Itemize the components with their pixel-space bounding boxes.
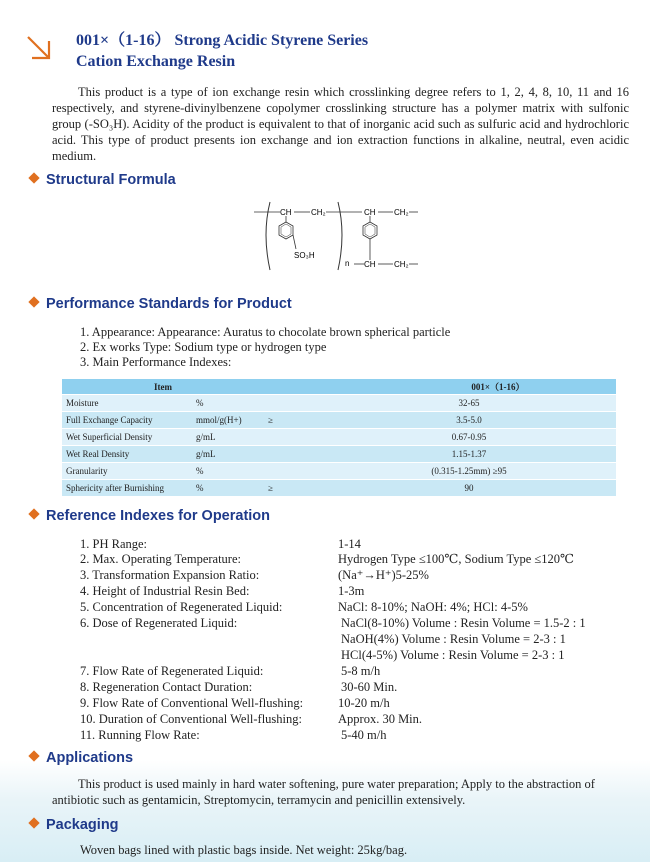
table-cell: ≥	[264, 480, 322, 497]
table-cell: Wet Superficial Density	[62, 429, 192, 446]
table-cell: Wet Real Density	[62, 446, 192, 463]
formula-ch2-3: CH₂	[394, 260, 409, 269]
section-performance	[30, 296, 292, 312]
section-heading: Applications	[46, 750, 134, 766]
section-packaging	[30, 817, 119, 833]
table-cell: %	[192, 395, 264, 412]
formula-so3h: SO₃H	[294, 251, 315, 260]
operation-label: 9. Flow Rate of Conventional Well-flushing:	[80, 696, 304, 710]
table-cell: mmol/g(H+)	[192, 412, 264, 429]
table-cell: 3.5-5.0	[322, 412, 616, 429]
applications-text: This product is used mainly in hard water softening, pure water preparation; Apply to the abstraction of antibiotic such as gentamicin, Streptomycin, terramycin and penicillin extensively.	[52, 777, 595, 807]
table-cell: ≥	[264, 412, 322, 429]
title-line-2: Cation Exchange Resin	[76, 53, 236, 70]
diamond-bullet-icon	[28, 297, 39, 308]
operation-value: NaOH(4%) Volume : Resin Volume = 2-3 : 1	[341, 632, 566, 646]
table-row	[62, 463, 616, 480]
table-cell: %	[192, 463, 264, 480]
operation-value: 1-3m	[338, 584, 365, 598]
formula-ch-1: CH	[280, 208, 292, 217]
table-cell: 90	[322, 480, 616, 497]
operation-label: 11. Running Flow Rate:	[80, 728, 200, 742]
diamond-bullet-icon	[28, 173, 39, 184]
table-row	[62, 412, 616, 429]
formula-ch-3: CH	[364, 260, 376, 269]
list-item: 3. Main Performance Indexes:	[80, 355, 232, 369]
operation-value: 30-60 Min.	[341, 680, 398, 694]
intro-paragraph: This product is a type of ion exchange resin which crosslinking degree refers to 1, 2, 4, 8, 10, 11 and 16 respectively, and styrene-divinylbenzene copolymer crosslinking structure has a polymer matrix with sulfonic group (-SO₃H). Acidity of the product is equivalent to that of inorganic acid such as sulfuric acid and hydrochloric acid. This type of product presents ion exchange and ion extraction functions in alkaline, neutral, even acidic medium.	[52, 85, 629, 163]
operation-value: 10-20 m/h	[338, 696, 390, 710]
diamond-bullet-icon	[28, 751, 39, 762]
section-heading: Structural Formula	[46, 172, 176, 188]
table-row	[62, 446, 616, 463]
operation-label: 5. Concentration of Regenerated Liquid:	[80, 600, 283, 614]
operation-value: 1-14	[338, 537, 361, 551]
table-cell: Full Exchange Capacity	[62, 412, 192, 429]
operation-label: 3. Transformation Expansion Ratio:	[80, 568, 260, 582]
table-cell: Granularity	[62, 463, 192, 480]
operation-label: 4. Height of Industrial Resin Bed:	[80, 584, 250, 598]
table-cell: (0.315-1.25mm) ≥95	[322, 463, 616, 480]
formula-n: n	[345, 259, 350, 268]
operation-value: (Na⁺→H⁺)5-25%	[338, 568, 429, 582]
section-heading: Reference Indexes for Operation	[46, 508, 271, 524]
list-item: 2. Ex works Type: Sodium type or hydrogen type	[80, 340, 327, 354]
operation-label: 8. Regeneration Contact Duration:	[80, 680, 253, 694]
table-cell: g/mL	[192, 446, 264, 463]
operation-label: 6. Dose of Regenerated Liquid:	[80, 616, 238, 630]
packaging-text: Woven bags lined with plastic bags inside. Net weight: 25kg/bag.	[80, 843, 408, 857]
operation-value: 5-8 m/h	[341, 664, 381, 678]
operation-value: Hydrogen Type ≤100℃, Sodium Type ≤120℃	[338, 552, 574, 566]
formula-ch2-1: CH₂	[311, 208, 326, 217]
operation-value: 5-40 m/h	[341, 728, 387, 742]
table-cell: %	[192, 480, 264, 497]
table-cell	[264, 395, 322, 412]
operation-value: NaCl(8-10%) Volume : Resin Volume = 1.5-2 : 1	[341, 616, 586, 630]
formula-ch2-2: CH₂	[394, 208, 409, 217]
table-row	[62, 429, 616, 446]
section-operation	[30, 508, 270, 524]
title-line-1: 001×（1-16） Strong Acidic Styrene Series	[76, 32, 369, 49]
table-cell	[264, 446, 322, 463]
table-cell: Sphericity after Burnishing	[62, 480, 192, 497]
table-header-row	[62, 379, 616, 395]
operation-label: 10. Duration of Conventional Well-flushing:	[80, 712, 302, 726]
list-item: 1. Appearance: Appearance: Auratus to chocolate brown spherical particle	[80, 325, 451, 339]
performance-list	[80, 325, 450, 370]
operation-value: HCl(4-5%) Volume : Resin Volume = 2-3 : 1	[341, 648, 565, 662]
table-header-product: 001×（1-16）	[264, 379, 616, 395]
performance-table	[62, 379, 616, 497]
diamond-bullet-icon	[28, 509, 39, 520]
table-cell: 0.67-0.95	[322, 429, 616, 446]
table-header-item: Item	[62, 379, 264, 395]
table-cell	[264, 429, 322, 446]
table-cell: 32-65	[322, 395, 616, 412]
section-heading: Performance Standards for Product	[46, 296, 292, 312]
table-cell: g/mL	[192, 429, 264, 446]
section-heading: Packaging	[46, 817, 119, 833]
arrow-down-right-icon	[24, 33, 54, 63]
table-row	[62, 395, 616, 412]
page-title	[76, 30, 368, 72]
diamond-bullet-icon	[28, 818, 39, 829]
operation-value: Approx. 30 Min.	[338, 712, 423, 726]
formula-ch-2: CH	[364, 208, 376, 217]
operation-label: 1. PH Range:	[80, 537, 148, 551]
section-structural-formula	[30, 172, 176, 188]
operation-label: 2. Max. Operating Temperature:	[80, 552, 241, 566]
operation-label: 7. Flow Rate of Regenerated Liquid:	[80, 664, 264, 678]
table-cell	[264, 463, 322, 480]
table-cell: 1.15-1.37	[322, 446, 616, 463]
structural-formula-diagram	[250, 194, 430, 279]
operation-value: NaCl: 8-10%; NaOH: 4%; HCl: 4-5%	[338, 600, 528, 614]
table-cell: Moisture	[62, 395, 192, 412]
section-applications	[30, 750, 133, 766]
table-row	[62, 480, 616, 497]
